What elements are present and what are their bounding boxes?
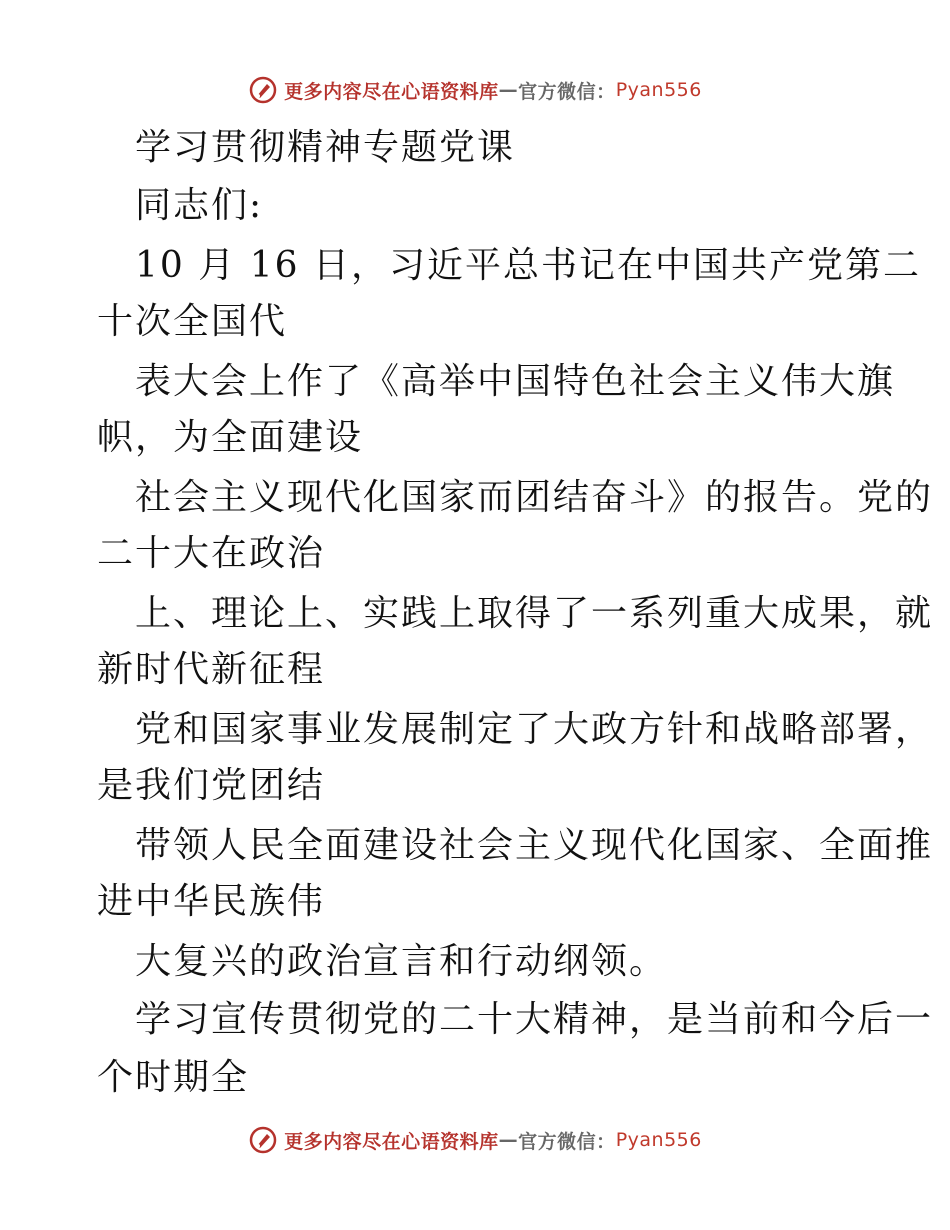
text-line: 上、理论上、实践上取得了一系列重大成果，就 — [135, 593, 934, 634]
text-line: 新时代新征程 — [97, 649, 326, 690]
pen-nib-logo-icon — [248, 1125, 278, 1155]
document-title: 学习贯彻精神专题党课 — [135, 127, 516, 168]
text-line: 表大会上作了《高举中国特色社会主义伟大旗 — [135, 361, 896, 402]
banner-dash: — — [498, 79, 519, 101]
text-line: 学习宣传贯彻党的二十大精神，是当前和今后一 — [135, 999, 934, 1040]
salutation: 同志们: — [135, 185, 264, 226]
text-line: 党和国家事业发展制定了大政方针和战略部署， — [135, 709, 934, 750]
banner-wechat-label: 官方微信： — [518, 1130, 616, 1153]
text-line: 二十大在政治 — [97, 533, 326, 574]
text-line: 10 月 16 日，习近平总书记在中国共产党第二 — [135, 245, 921, 286]
text-line: 带领人民全面建设社会主义现代化国家、全面推 — [135, 825, 934, 866]
text-line: 帜，为全面建设 — [97, 417, 364, 458]
header-promo-banner — [0, 70, 950, 110]
text-line: 是我们党团结 — [97, 765, 326, 806]
text-line: 十次全国代 — [97, 301, 288, 342]
banner-dash: — — [498, 1129, 519, 1151]
text-line: 进中华民族伟 — [97, 881, 326, 922]
footer-promo-banner — [0, 1120, 950, 1160]
banner-wechat-label: 官方微信： — [518, 80, 616, 103]
text-line: 个时期全 — [97, 1057, 250, 1098]
banner-promo-text: 更多内容尽在心语资料库 — [284, 80, 499, 103]
text-line: 大复兴的政治宣言和行动纲领。 — [135, 941, 668, 982]
banner-promo-text: 更多内容尽在心语资料库 — [284, 1130, 499, 1153]
banner-wechat-id: Pyan556 — [615, 1129, 702, 1151]
pen-nib-logo-icon — [248, 75, 278, 105]
banner-wechat-id: Pyan556 — [615, 79, 702, 101]
text-line: 社会主义现代化国家而团结奋斗》的报告。党的 — [135, 477, 934, 518]
